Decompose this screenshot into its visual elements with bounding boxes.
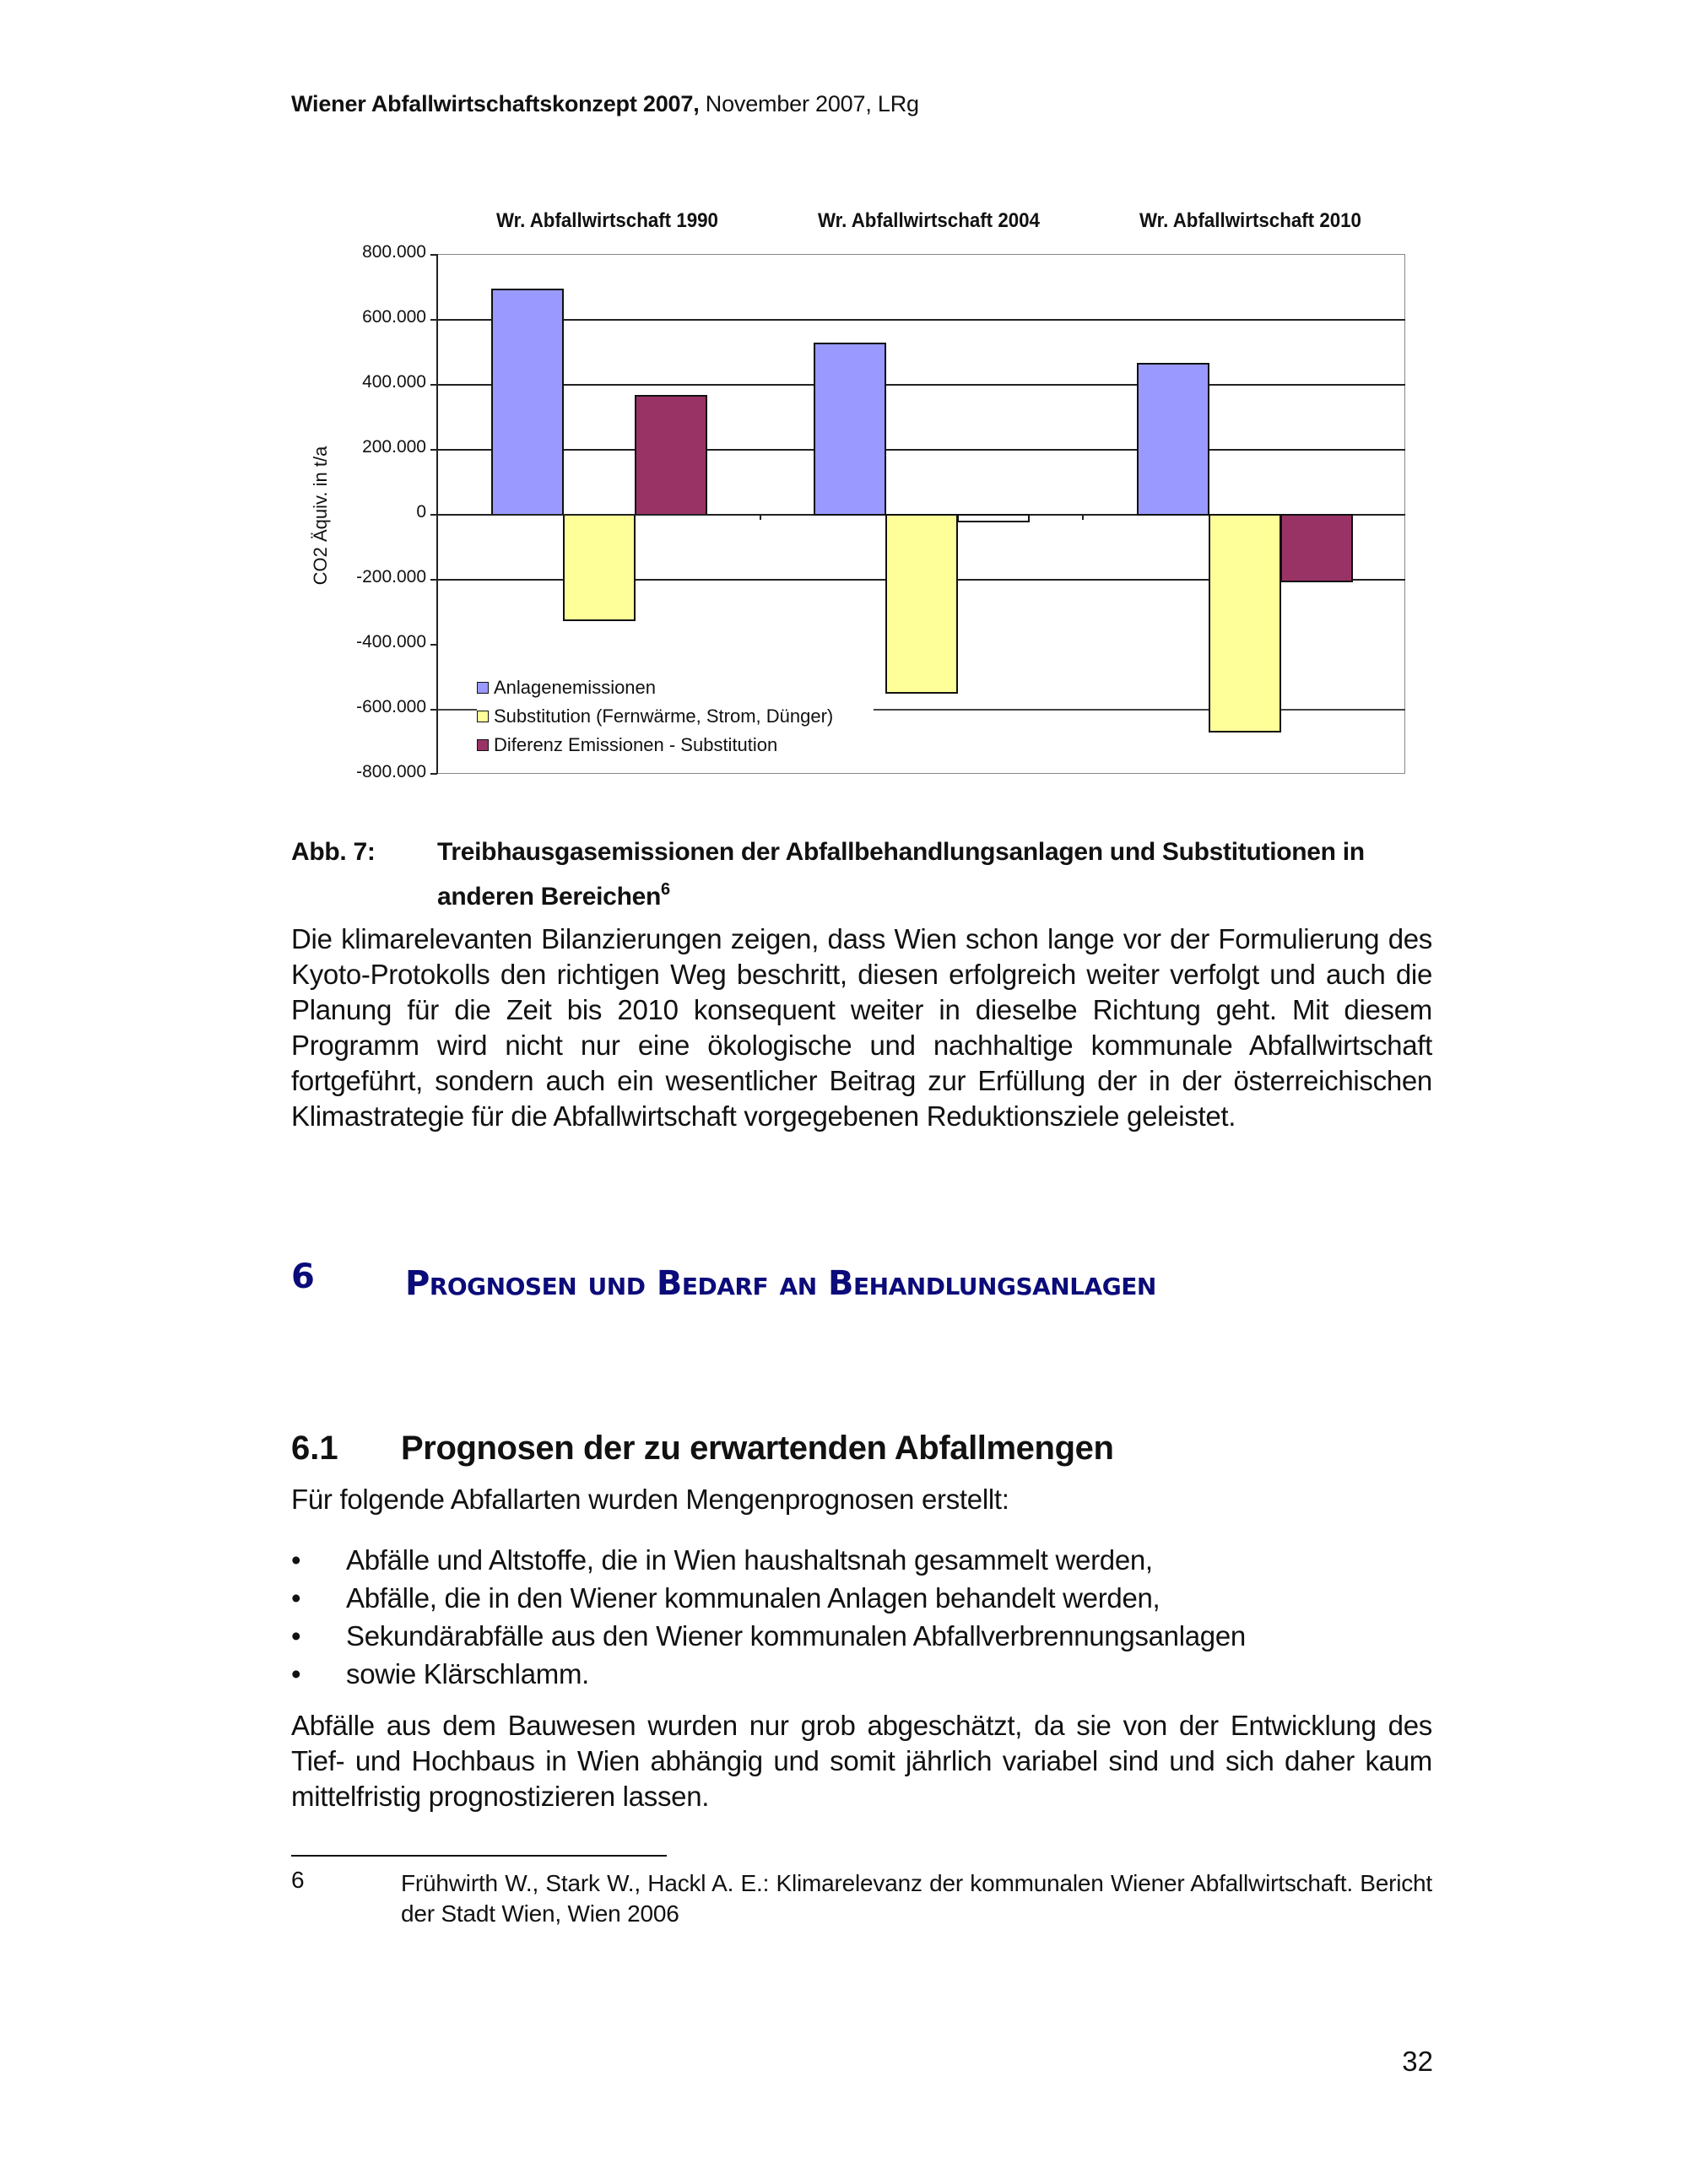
page-number: 32 [1402,2046,1433,2077]
bar-substitution-1990 [563,514,636,621]
list-item-text: Abfälle und Altstoffe, die in Wien haushaltsnah gesammelt werden, [346,1544,1153,1576]
y-tick-label: -400.000 [356,632,426,651]
footnote-divider [291,1855,667,1857]
y-tick [430,773,437,775]
y-tick [430,644,437,646]
x-tick [760,514,761,520]
legend-swatch-icon [477,682,489,694]
bar-substitution-2010 [1209,514,1281,733]
caption-text: Treibhausgasemissionen der Abfallbehandlungsanlagen und Substitutionen in anderen Bereichen [437,838,1365,911]
legend-swatch-icon [477,739,489,751]
gridline [437,384,1405,386]
y-tick [430,514,437,516]
x-tick [1082,514,1084,520]
subsection-number: 6.1 [291,1430,338,1467]
y-tick-label: 200.000 [362,437,426,457]
figure-label: Abb. 7: [291,838,376,866]
gridline [437,449,1405,451]
legend-label: Anlagenemissionen [494,677,657,698]
y-tick [430,254,437,256]
bar-substitution-2004 [885,514,958,694]
y-tick-label: 600.000 [362,307,426,327]
bullet-icon: • [291,1658,301,1689]
legend-label: Substitution (Fernwärme, Strom, Dünger) [494,705,834,727]
bullet-icon: • [291,1620,301,1652]
section-number: 6 [291,1257,315,1296]
category-title-2010: Wr. Abfallwirtschaft 2010 [1139,209,1361,232]
category-title-2004: Wr. Abfallwirtschaft 2004 [818,209,1040,232]
bar-differenz-2010 [1280,514,1353,582]
y-tick [430,319,437,321]
y-tick-label: -800.000 [356,762,426,781]
y-tick [430,709,437,711]
subsection-title: Prognosen der zu erwartenden Abfallmengen [401,1430,1114,1467]
figure-caption-text [437,834,1450,916]
footnote-number: 6 [291,1867,305,1893]
y-tick [430,579,437,581]
list-item-text: sowie Klärschlamm. [346,1658,590,1689]
bar-anlagenemissionen-1990 [491,289,564,516]
legend-item-substitution [477,702,874,731]
y-tick-label: -200.000 [356,567,426,587]
category-title-1990: Wr. Abfallwirtschaft 1990 [496,209,718,232]
y-tick [430,449,437,451]
bar-differenz-1990 [635,395,707,516]
gridline [437,319,1405,321]
bar-anlagenemissionen-2004 [814,343,886,516]
bar-anlagenemissionen-2010 [1137,363,1209,516]
bar-differenz-2004 [957,514,1030,522]
paragraph-construction-waste: Abfälle aus dem Bauwesen wurden nur grob abgeschätzt, da sie von der Entwicklung des Tief- und Hochbaus in Wien abhängig und somit jährlich variabel sind und sich daher kaum mittelfristig prognostizieren lassen. [291,1710,1432,1812]
figure-caption [291,834,1439,910]
intro-text: Für folgende Abfallarten wurden Mengenprognosen erstellt: [291,1484,1009,1515]
y-tick-label: 800.000 [362,242,426,262]
y-axis-title: CO2 Äquiv. in t/a [310,446,331,586]
page-header [291,91,919,117]
chart-legend [477,672,874,765]
y-tick-label: 400.000 [362,372,426,392]
bullet-icon: • [291,1544,301,1576]
footnote-ref[interactable]: 6 [661,880,670,899]
y-tick-label: -600.000 [356,697,426,716]
page-header-meta: November 2007, LRg [699,91,919,116]
list-item-text: Sekundärabfälle aus den Wiener kommunalen Abfallverbrennungsanlagen [346,1620,1246,1652]
legend-item-differenz [477,731,874,760]
legend-swatch-icon [477,711,489,722]
bullet-icon: • [291,1582,301,1614]
section-title: Prognosen und Bedarf an Behandlungsanlagen [405,1264,1156,1303]
list-item-text: Abfälle, die in den Wiener kommunalen Anlagen behandelt werden, [346,1582,1160,1614]
page-header-title: Wiener Abfallwirtschaftskonzept 2007, [291,91,700,116]
legend-item-anlagenemissionen [477,673,874,702]
bar-chart [287,194,1435,802]
footnote-text: Frühwirth W., Stark W., Hackl A. E.: Klimarelevanz der kommunalen Wiener Abfallwirtschaft. Bericht der Stadt Wien, Wien 2006 [401,1870,1432,1927]
y-tick [430,384,437,386]
y-tick-label: 0 [416,502,426,522]
paragraph-climate-balance: Die klimarelevanten Bilanzierungen zeigen, dass Wien schon lange vor der Formulierung des Kyoto-Protokolls den richtigen Weg beschritt, diesen erfolgreich weiter verfolgt und auch die Planung für die Zeit bis 2010 konsequent weiter in dieselbe Richtung geht. Mit diesem Programm wird nicht nur eine ökologische und nachhaltige kommunale Abfallwirtschaft fortgeführt, sondern auch ein wesentlicher Beitrag zur Erfüllung der in der österreichischen Klimastrategie für die Abfallwirtschaft vorgegebenen Reduktionsziele geleistet. [291,923,1432,1132]
legend-label: Diferenz Emissionen - Substitution [494,734,778,755]
